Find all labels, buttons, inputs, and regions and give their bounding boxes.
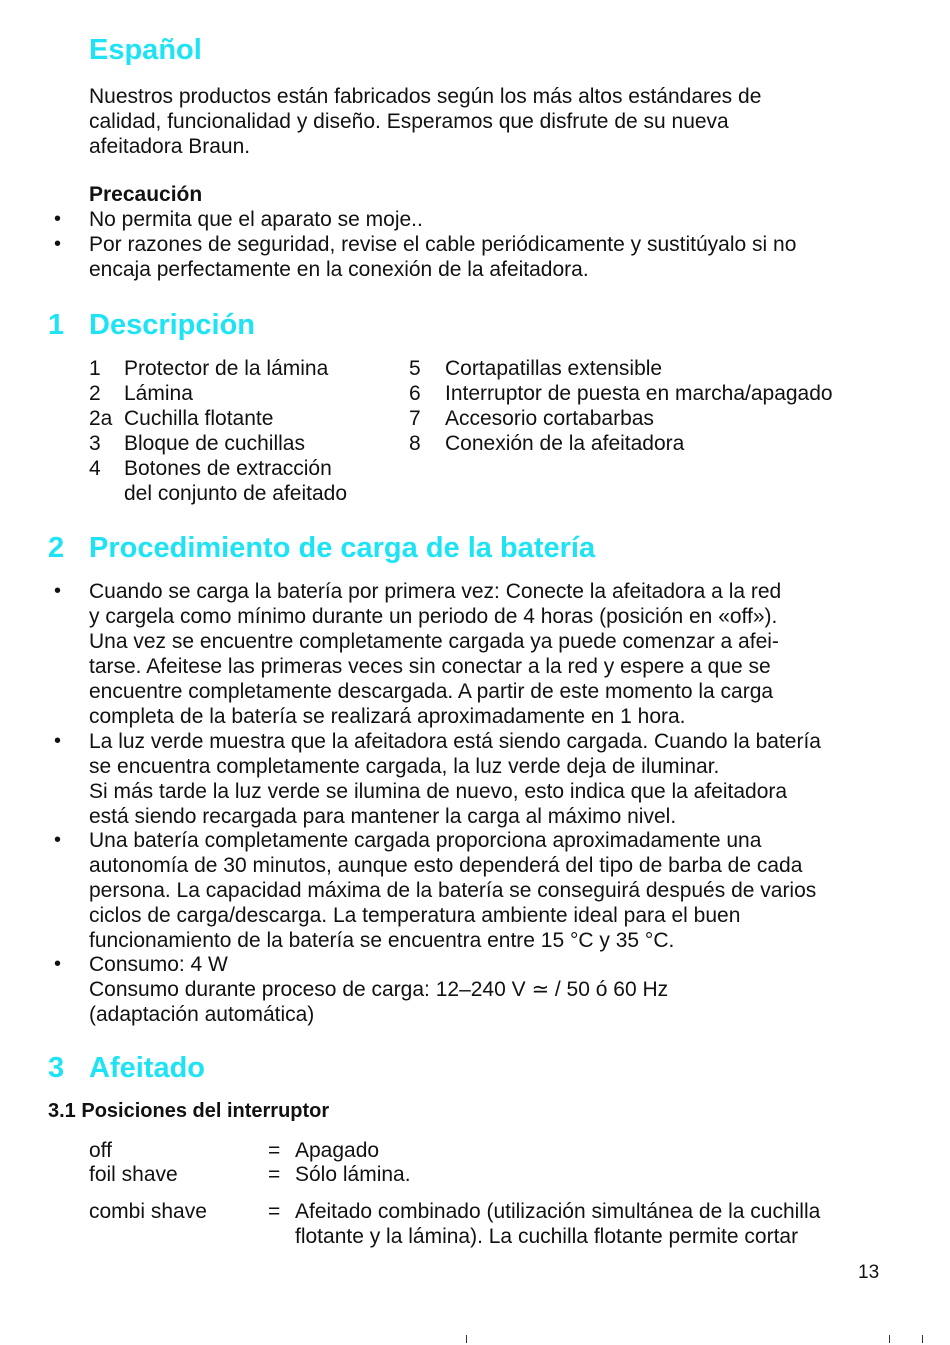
part-label: Conexión de la afeitadora <box>445 432 685 455</box>
text-line: Consumo: 4 W <box>89 953 228 976</box>
caution-line: No permita que el aparato se moje.. <box>89 208 423 231</box>
part-label: Accesorio cortabarbas <box>445 407 654 430</box>
text-line: está siendo recargada para mantener la carga al máximo nivel. <box>89 805 677 828</box>
switch-description <box>295 1199 885 1249</box>
text-line: Una batería completamente cargada proporciona aproximadamente una <box>89 829 762 852</box>
charging-item <box>89 952 884 1027</box>
part-label: Cortapatillas extensible <box>445 357 663 380</box>
part-label: Protector de la lámina <box>124 357 329 380</box>
switch-name: combi shave <box>89 1200 207 1223</box>
intro-paragraph <box>89 84 879 159</box>
part-number: 2 <box>89 382 101 405</box>
text-line: Consumo durante proceso de carga: 12–240 V ≃ / 50 ó 60 Hz <box>89 978 669 1001</box>
equals-sign: = <box>268 1200 281 1223</box>
switch-name: foil shave <box>89 1163 178 1186</box>
bullet-icon: • <box>54 208 62 230</box>
equals-sign: = <box>268 1139 281 1162</box>
part-number: 8 <box>409 432 421 455</box>
section-title: Procedimiento de carga de la batería <box>89 532 596 564</box>
text-line: Sólo lámina. <box>295 1163 411 1186</box>
text-line: encuentre completamente descargada. A partir de este momento la carga <box>89 680 774 703</box>
charging-item <box>89 729 884 829</box>
text-line: ciclos de carga/descarga. La temperatura ambiente ideal para el buen <box>89 904 741 927</box>
section-title: Descripción <box>89 309 255 341</box>
text-line: funcionamiento de la batería se encuentra entre 15 °C y 35 °C. <box>89 929 675 952</box>
page-number: 13 <box>858 1262 880 1283</box>
equals-sign: = <box>268 1163 281 1186</box>
part-label: Lámina <box>124 382 193 405</box>
intro-line: calidad, funcionalidad y diseño. Esperamos que disfrute de su nueva <box>89 110 729 133</box>
part-label-continued: del conjunto de afeitado <box>124 482 348 505</box>
bullet-icon: • <box>54 829 62 851</box>
bullet-icon: • <box>54 580 62 602</box>
text-line: tarse. Afeitese las primeras veces sin conectar a la red y espere a que se <box>89 655 771 678</box>
subsection-title: 3.1 Posiciones del interruptor <box>48 1100 330 1122</box>
part-number: 3 <box>89 432 101 455</box>
text-line: y cargela como mínimo durante un periodo de 4 horas (posición en «off»). <box>89 605 778 628</box>
intro-line: afeitadora Braun. <box>89 135 251 158</box>
text-line: Apagado <box>295 1139 380 1162</box>
charging-item <box>89 579 884 729</box>
part-label: Interruptor de puesta en marcha/apagado <box>445 382 833 405</box>
text-line: persona. La capacidad máxima de la batería se conseguirá después de varios <box>89 879 817 902</box>
text-line: se encuentra completamente cargada, la luz verde deja de iluminar. <box>89 755 720 778</box>
part-label: Botones de extracción <box>124 457 332 480</box>
caution-title: Precaución <box>89 183 203 206</box>
part-label: Cuchilla flotante <box>124 407 274 430</box>
section-number: 2 <box>48 532 65 564</box>
bullet-icon: • <box>54 953 62 975</box>
text-line: completa de la batería se realizará aproximadamente en 1 hora. <box>89 705 686 728</box>
caution-item <box>89 232 884 282</box>
part-number: 7 <box>409 407 421 430</box>
part-number: 2a <box>89 407 113 430</box>
switch-description <box>295 1138 885 1163</box>
text-line: Afeitado combinado (utilización simultánea de la cuchilla <box>295 1200 821 1223</box>
text-line: Cuando se carga la batería por primera vez: Conecte la afeitadora a la red <box>89 580 782 603</box>
part-number: 1 <box>89 357 101 380</box>
text-line: flotante y la lámina). La cuchilla flotante permite cortar <box>295 1225 799 1248</box>
text-line: Una vez se encuentre completamente cargada ya puede comenzar a afei- <box>89 630 779 653</box>
crop-mark <box>889 1335 890 1343</box>
part-number: 6 <box>409 382 421 405</box>
language-heading: Español <box>89 34 202 66</box>
intro-line: Nuestros productos están fabricados según los más altos estándares de <box>89 85 762 108</box>
switch-description <box>295 1162 885 1187</box>
section-title: Afeitado <box>89 1052 205 1084</box>
bullet-icon: • <box>54 730 62 752</box>
crop-mark <box>466 1335 467 1343</box>
part-number: 5 <box>409 357 421 380</box>
crop-mark <box>922 1335 923 1343</box>
section-number: 3 <box>48 1052 65 1084</box>
charging-item <box>89 828 884 953</box>
part-label: Bloque de cuchillas <box>124 432 305 455</box>
text-line: Si más tarde la luz verde se ilumina de nuevo, esto indica que la afeitadora <box>89 780 788 803</box>
section-number: 1 <box>48 309 65 341</box>
bullet-icon: • <box>54 233 62 255</box>
caution-line: encaja perfectamente en la conexión de la afeitadora. <box>89 258 589 281</box>
switch-name: off <box>89 1139 112 1162</box>
caution-item <box>89 207 884 232</box>
text-line: autonomía de 30 minutos, aunque esto dependerá del tipo de barba de cada <box>89 854 803 877</box>
part-number: 4 <box>89 457 101 480</box>
text-line: (adaptación automática) <box>89 1003 315 1026</box>
caution-line: Por razones de seguridad, revise el cable periódicamente y sustitúyalo si no <box>89 233 797 256</box>
text-line: La luz verde muestra que la afeitadora está siendo cargada. Cuando la batería <box>89 730 821 753</box>
